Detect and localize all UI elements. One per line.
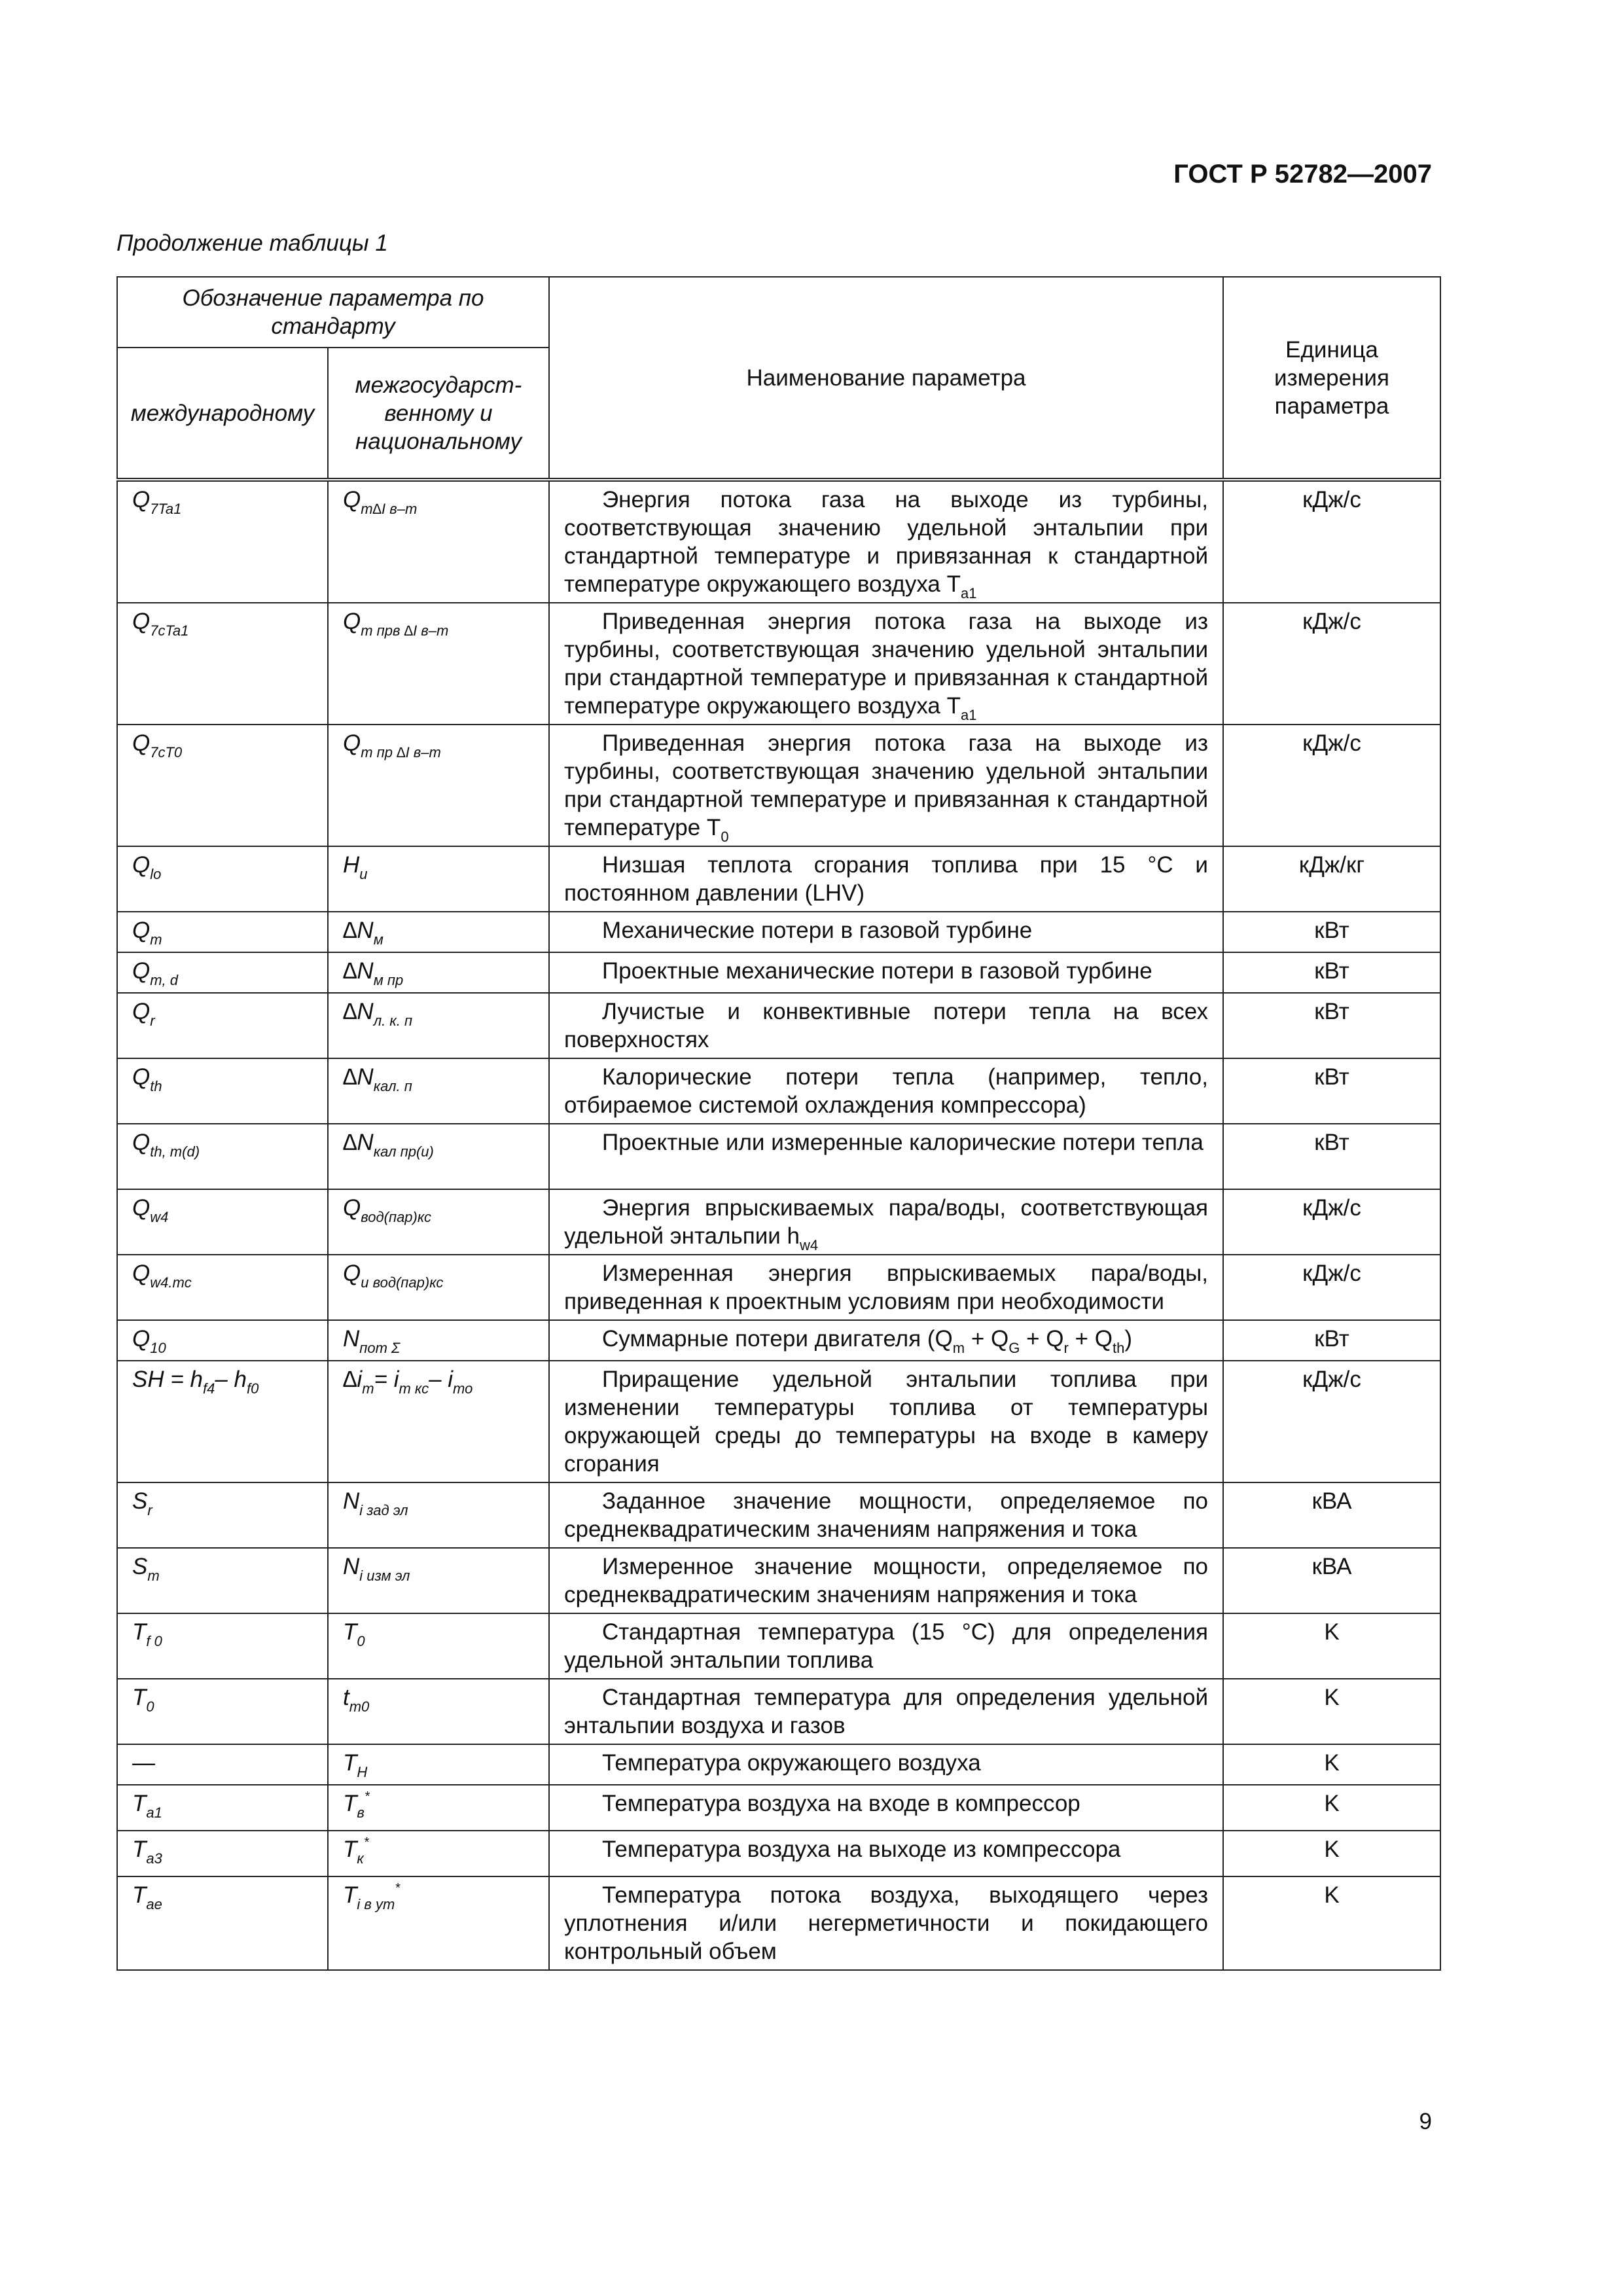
national-symbol-subscript: i зад эл (359, 1502, 408, 1518)
parameter-name-subscript: a1 (961, 585, 977, 601)
parameter-name (564, 729, 1208, 845)
parameter-name (564, 486, 1208, 601)
parameter-name-cell (549, 725, 1223, 846)
intl-symbol: Q (132, 1261, 151, 1286)
national-symbol: ∆N (343, 918, 374, 943)
intl-symbol: Q (132, 1326, 151, 1352)
document-code: ГОСТ Р 52782—2007 (1173, 160, 1432, 188)
unit-cell: кВА (1223, 1482, 1440, 1548)
parameter-name-text: Приведенная энергия потока газа на выходе из турбины, соответствующая значению удельной энтальпии при стандартной температуре и привязанная к стандартной температуре окружающего воздуха T (564, 609, 1208, 719)
table-row (117, 725, 1440, 846)
intl-symbol-subscript: a3 (146, 1850, 162, 1867)
parameter-name-cell (549, 1255, 1223, 1320)
unit-cell: кВт (1223, 993, 1440, 1058)
parameter-name-text: Энергия потока газа на выходе из турбины, соответствующая значению удельной энтальпии при стандартной температуре и привязанная к стандартной температуре окружающего воздуха T (564, 487, 1208, 597)
parameter-name (564, 1128, 1208, 1157)
parameter-name-text: Температура воздуха на входе в компрессор (602, 1791, 1080, 1816)
parameter-name-cell (549, 603, 1223, 725)
national-symbol: N (343, 1326, 360, 1352)
table-row (117, 1058, 1440, 1124)
parameter-name-cell (549, 1744, 1223, 1785)
intl-symbol-cell (117, 480, 328, 603)
unit-cell: кДж/с (1223, 1255, 1440, 1320)
parameter-name (564, 1194, 1208, 1253)
intl-symbol-cell (117, 1124, 328, 1189)
intl-symbol-cell (117, 1361, 328, 1482)
parameter-name-text: Измеренное значение мощности, определяемое по среднеквадратическим значениям напряжения и тока (564, 1554, 1208, 1607)
unit-cell: кВт (1223, 1320, 1440, 1361)
parameter-name-text: Проектные механические потери в газовой турбине (602, 958, 1152, 984)
table-row (117, 993, 1440, 1058)
national-symbol-cell (328, 1744, 549, 1785)
parameter-name-text: Энергия впрыскиваемых пара/воды, соответствующая удельной энтальпии h (564, 1195, 1208, 1249)
intl-symbol-cell (117, 725, 328, 846)
table-row (117, 846, 1440, 912)
intl-symbol: Q (132, 852, 151, 878)
parameter-name (564, 1749, 1208, 1777)
table-row (117, 1548, 1440, 1613)
parameter-name-cell (549, 1679, 1223, 1744)
parameter-name-subscript: w4 (799, 1237, 819, 1253)
formula-subscript: G (1008, 1340, 1020, 1356)
parameter-name-cell (549, 480, 1223, 603)
national-symbol-cell (328, 1831, 549, 1876)
national-symbol-cell (328, 1876, 549, 1970)
parameter-name-cell (549, 1831, 1223, 1876)
parameter-name (564, 1789, 1208, 1818)
national-symbol-cell (328, 1679, 549, 1744)
national-symbol-cell (328, 1785, 549, 1831)
national-symbol: N (343, 1488, 360, 1514)
formula-subscript: th (1112, 1340, 1125, 1356)
parameter-name-cell (549, 1482, 1223, 1548)
unit-cell: кДж/с (1223, 1189, 1440, 1255)
national-symbol-cell (328, 1548, 549, 1613)
national-symbol: ∆N (343, 958, 374, 984)
intl-symbol-subscript: th (150, 1078, 162, 1094)
parameter-name (564, 1365, 1208, 1478)
parameter-name (564, 1487, 1208, 1543)
intl-symbol-subscript: r (150, 1013, 155, 1029)
national-symbol-subscript: л. к. п (373, 1013, 413, 1029)
national-symbol: Q (343, 609, 361, 634)
parameter-name-text: Температура воздуха на выходе из компрессора (602, 1837, 1121, 1862)
intl-symbol-cell (117, 1548, 328, 1613)
national-symbol-cell (328, 480, 549, 603)
table-row (117, 1613, 1440, 1679)
parameter-name (564, 1063, 1208, 1119)
parameter-name-text: Проектные или измеренные калорические потери тепла (602, 1130, 1204, 1155)
intl-symbol-subscript: 7Ta1 (150, 501, 182, 517)
parameter-name (564, 1259, 1208, 1316)
national-symbol-subscript: м (373, 931, 383, 948)
intl-symbol: T (132, 1791, 147, 1816)
header-parameter-name: Наименование параметра (549, 277, 1223, 480)
national-symbol-cell (328, 1058, 549, 1124)
table-row (117, 480, 1440, 603)
parameter-name-subscript: a1 (961, 707, 977, 723)
parameter-name-cell (549, 1189, 1223, 1255)
national-symbol-subscript: кал пр(и) (373, 1143, 434, 1160)
parameter-name-cell (549, 1058, 1223, 1124)
parameter-name-cell (549, 912, 1223, 952)
formula-part: + Q (1068, 1326, 1113, 1352)
parameter-name (564, 957, 1208, 985)
national-symbol: ∆N (343, 999, 374, 1024)
national-symbol-tail: = i (374, 1367, 399, 1392)
national-symbol: T (343, 1882, 357, 1908)
formula-part: + Q (965, 1326, 1009, 1352)
table-row (117, 952, 1440, 993)
unit-cell: K (1223, 1744, 1440, 1785)
table-row (117, 912, 1440, 952)
table-row (117, 1124, 1440, 1189)
national-symbol-cell (328, 993, 549, 1058)
parameter-name-text: Температура потока воздуха, выходящего через уплотнения и/или негерметичности и покидающего контрольный объем (564, 1882, 1208, 1964)
intl-symbol-cell (117, 1255, 328, 1320)
intl-symbol-subscript: m (150, 931, 162, 948)
intl-symbol-subscript: 7cTa1 (150, 622, 189, 639)
national-symbol: Q (343, 1261, 361, 1286)
intl-symbol-subscript: 0 (146, 1698, 154, 1715)
table-row (117, 1255, 1440, 1320)
national-symbol-subscript: т кс (399, 1380, 429, 1397)
parameter-name-cell (549, 952, 1223, 993)
national-symbol-subscript: кал. п (373, 1078, 412, 1094)
national-symbol-cell (328, 1613, 549, 1679)
national-symbol-cell (328, 1320, 549, 1361)
national-symbol-subscript: м пр (373, 972, 404, 988)
national-symbol-subscript: т прв ∆I в–т (361, 622, 449, 639)
unit-cell: K (1223, 1785, 1440, 1831)
parameter-name (564, 916, 1208, 944)
intl-symbol: Q (132, 1195, 151, 1221)
parameter-name-text: Температура окружающего воздуха (602, 1750, 981, 1776)
intl-symbol: Q (132, 609, 151, 634)
national-symbol-cell (328, 846, 549, 912)
table-row (117, 1482, 1440, 1548)
national-symbol-subscript: u (359, 866, 368, 882)
intl-symbol-cell (117, 952, 328, 993)
national-symbol-cell (328, 1482, 549, 1548)
parameter-name (564, 1325, 1208, 1356)
intl-symbol-subscript: ae (146, 1896, 162, 1912)
national-symbol-subscript: i изм эл (359, 1568, 410, 1584)
header-designation-group: Обозначение параметра по стандарту (117, 277, 549, 348)
national-symbol: ∆N (343, 1064, 374, 1090)
intl-symbol-cell (117, 993, 328, 1058)
table-row (117, 1744, 1440, 1785)
unit-cell: кДж/с (1223, 725, 1440, 846)
intl-symbol-subscript: f4 (202, 1380, 215, 1397)
intl-symbol: S (132, 1554, 148, 1579)
intl-symbol: — (132, 1750, 155, 1776)
national-symbol-subscript: H (357, 1764, 368, 1780)
national-symbol-subscript: т (362, 1380, 374, 1397)
intl-symbol: SH = h (132, 1367, 203, 1392)
intl-symbol-cell (117, 846, 328, 912)
unit-cell: кДж/с (1223, 480, 1440, 603)
unit-cell: кДж/с (1223, 1361, 1440, 1482)
parameters-table (116, 276, 1441, 1971)
parameter-name-cell (549, 1320, 1223, 1361)
national-symbol: Q (343, 1195, 361, 1221)
national-symbol-subscript: 0 (357, 1633, 365, 1649)
national-symbol: T (343, 1791, 357, 1816)
intl-symbol: T (132, 1837, 147, 1862)
parameter-name (564, 1881, 1208, 1965)
header-unit: Единица измерения параметра (1223, 277, 1440, 480)
parameter-name (564, 1683, 1208, 1740)
national-symbol: H (343, 852, 360, 878)
intl-symbol: Q (132, 1130, 151, 1155)
parameter-name-cell (549, 1876, 1223, 1970)
intl-symbol: T (132, 1685, 147, 1710)
intl-symbol: Q (132, 487, 151, 512)
formula-subscript: r (1063, 1340, 1069, 1356)
formula-part: + Q (1020, 1326, 1064, 1352)
national-symbol-cell (328, 1361, 549, 1482)
table-row (117, 1785, 1440, 1831)
intl-symbol-subscript: 7cT0 (150, 744, 183, 761)
national-symbol-cell (328, 603, 549, 725)
intl-symbol-subscript: f0 (247, 1380, 259, 1397)
parameter-name-cell (549, 993, 1223, 1058)
table-caption: Продолжение таблицы 1 (116, 230, 388, 256)
unit-cell: K (1223, 1613, 1440, 1679)
intl-symbol-subscript: m, d (150, 972, 179, 988)
unit-cell: кВА (1223, 1548, 1440, 1613)
intl-symbol: T (132, 1882, 147, 1908)
national-symbol-subscript: i в ут (357, 1896, 395, 1912)
national-symbol-subscript: т0 (349, 1698, 370, 1715)
intl-symbol-cell (117, 603, 328, 725)
parameter-name-text: Стандартная температура (15 °С) для определения удельной энтальпии топлива (564, 1619, 1208, 1673)
parameter-name-text: Приращение удельной энтальпии топлива при изменении температуры топлива от температуры окружающей среды до температуры на входе в камеру сгорания (564, 1367, 1208, 1477)
page-number: 9 (1419, 2109, 1432, 2134)
intl-symbol: T (132, 1619, 147, 1645)
parameter-name-cell (549, 1785, 1223, 1831)
parameter-name-text: Измеренная энергия впрыскиваемых пара/воды, приведенная к проектным условиям при необходимости (564, 1261, 1208, 1314)
intl-symbol: Q (132, 999, 151, 1024)
parameter-name-cell (549, 1613, 1223, 1679)
table-row (117, 1189, 1440, 1255)
unit-cell: кДж/с (1223, 603, 1440, 725)
national-symbol-subscript: и вод(пар)кс (361, 1274, 444, 1291)
intl-symbol-cell (117, 1320, 328, 1361)
formula-end: ) (1124, 1326, 1132, 1352)
national-symbol-subscript: т∆I в–т (361, 501, 418, 517)
national-symbol-subscript: вод(пар)кс (361, 1209, 431, 1225)
national-symbol: T (343, 1619, 357, 1645)
intl-symbol: Q (132, 958, 151, 984)
intl-symbol: Q (132, 730, 151, 756)
parameter-name-subscript: 0 (721, 829, 729, 845)
intl-symbol-subscript: f 0 (146, 1633, 162, 1649)
table-row (117, 1679, 1440, 1744)
header-international: международному (117, 348, 328, 480)
intl-symbol-cell (117, 1876, 328, 1970)
parameter-name-text: Приведенная энергия потока газа на выходе из турбины, соответствующая значению удельной энтальпии при стандартной температуре и привязанная к стандартной температуре T (564, 730, 1208, 840)
intl-symbol-cell (117, 1189, 328, 1255)
national-symbol-cell (328, 1124, 549, 1189)
table-row (117, 603, 1440, 725)
table-row (117, 1831, 1440, 1876)
national-symbol: ∆N (343, 1130, 374, 1155)
national-symbol: ∆i (343, 1367, 363, 1392)
intl-symbol: S (132, 1488, 148, 1514)
intl-symbol-subscript: w4.mc (150, 1274, 192, 1291)
intl-symbol-cell (117, 1613, 328, 1679)
parameter-name-text: Заданное значение мощности, определяемое по среднеквадратическим значениям напряжения и тока (564, 1488, 1208, 1542)
intl-symbol-cell (117, 1482, 328, 1548)
parameter-name (564, 607, 1208, 723)
national-symbol: T (343, 1837, 357, 1862)
national-symbol: T (343, 1750, 357, 1776)
unit-cell: K (1223, 1876, 1440, 1970)
parameter-name-text: Суммарные потери двигателя (Q (602, 1326, 953, 1352)
national-symbol: t (343, 1685, 349, 1710)
unit-cell: кВт (1223, 952, 1440, 993)
national-symbol: Q (343, 487, 361, 512)
intl-symbol-subscript: r (147, 1502, 152, 1518)
parameter-name-text: Калорические потери тепла (например, тепло, отбираемое системой охлаждения компрессора) (564, 1064, 1208, 1118)
intl-symbol-cell (117, 912, 328, 952)
intl-symbol: Q (132, 1064, 151, 1090)
intl-symbol-cell (117, 1058, 328, 1124)
intl-symbol-subscript: a1 (146, 1804, 162, 1821)
national-symbol-subscript: т пр ∆I в–т (361, 744, 441, 761)
national-symbol-subscript: к (357, 1850, 364, 1867)
national-symbol-cell (328, 912, 549, 952)
unit-cell: кВт (1223, 912, 1440, 952)
intl-symbol: Q (132, 918, 151, 943)
parameter-name (564, 1552, 1208, 1609)
parameter-name (564, 1835, 1208, 1863)
parameter-name-text: Низшая теплота сгорания топлива при 15 °С и постоянном давлении (LHV) (564, 852, 1208, 906)
national-symbol-cell (328, 1189, 549, 1255)
parameter-name-cell (549, 1361, 1223, 1482)
parameter-name (564, 1618, 1208, 1674)
unit-cell: кВт (1223, 1124, 1440, 1189)
intl-symbol-cell (117, 1744, 328, 1785)
table-row (117, 1876, 1440, 1970)
national-symbol: N (343, 1554, 360, 1579)
intl-symbol-cell (117, 1831, 328, 1876)
parameter-name (564, 851, 1208, 907)
national-symbol: Q (343, 730, 361, 756)
national-symbol-superscript: * (363, 1835, 369, 1850)
national-symbol-superscript: * (395, 1881, 401, 1895)
national-symbol-subscript: в (357, 1804, 365, 1821)
parameter-name-text: Лучистые и конвективные потери тепла на всех поверхностях (564, 999, 1208, 1052)
unit-cell: кДж/кг (1223, 846, 1440, 912)
table-row (117, 1320, 1440, 1361)
intl-symbol-cell (117, 1785, 328, 1831)
intl-symbol-subscript: 10 (150, 1340, 166, 1356)
unit-cell: K (1223, 1679, 1440, 1744)
national-symbol-cell (328, 1255, 549, 1320)
unit-cell: кВт (1223, 1058, 1440, 1124)
parameter-name-cell (549, 846, 1223, 912)
national-symbol-subscript: то (453, 1380, 473, 1397)
national-symbol-tail: – i (429, 1367, 454, 1392)
formula-subscript: m (952, 1340, 965, 1356)
national-symbol-cell (328, 952, 549, 993)
parameter-name-text: Стандартная температура для определения удельной энтальпии воздуха и газов (564, 1685, 1208, 1738)
national-symbol-superscript: * (364, 1789, 370, 1804)
intl-symbol-tail: – h (215, 1367, 247, 1392)
parameter-name-cell (549, 1124, 1223, 1189)
intl-symbol-subscript: th, m(d) (150, 1143, 200, 1160)
intl-symbol-cell (117, 1679, 328, 1744)
intl-symbol-subscript: lo (150, 866, 162, 882)
national-symbol-subscript: пот Σ (359, 1340, 401, 1356)
table-row (117, 1361, 1440, 1482)
parameter-name (564, 997, 1208, 1054)
parameter-name-cell (549, 1548, 1223, 1613)
unit-cell: K (1223, 1831, 1440, 1876)
intl-symbol-subscript: m (147, 1568, 160, 1584)
intl-symbol-subscript: w4 (150, 1209, 169, 1225)
header-interstate: межгосударст-венному и национальному (328, 348, 549, 480)
national-symbol-cell (328, 725, 549, 846)
parameter-name-text: Механические потери в газовой турбине (602, 918, 1033, 943)
